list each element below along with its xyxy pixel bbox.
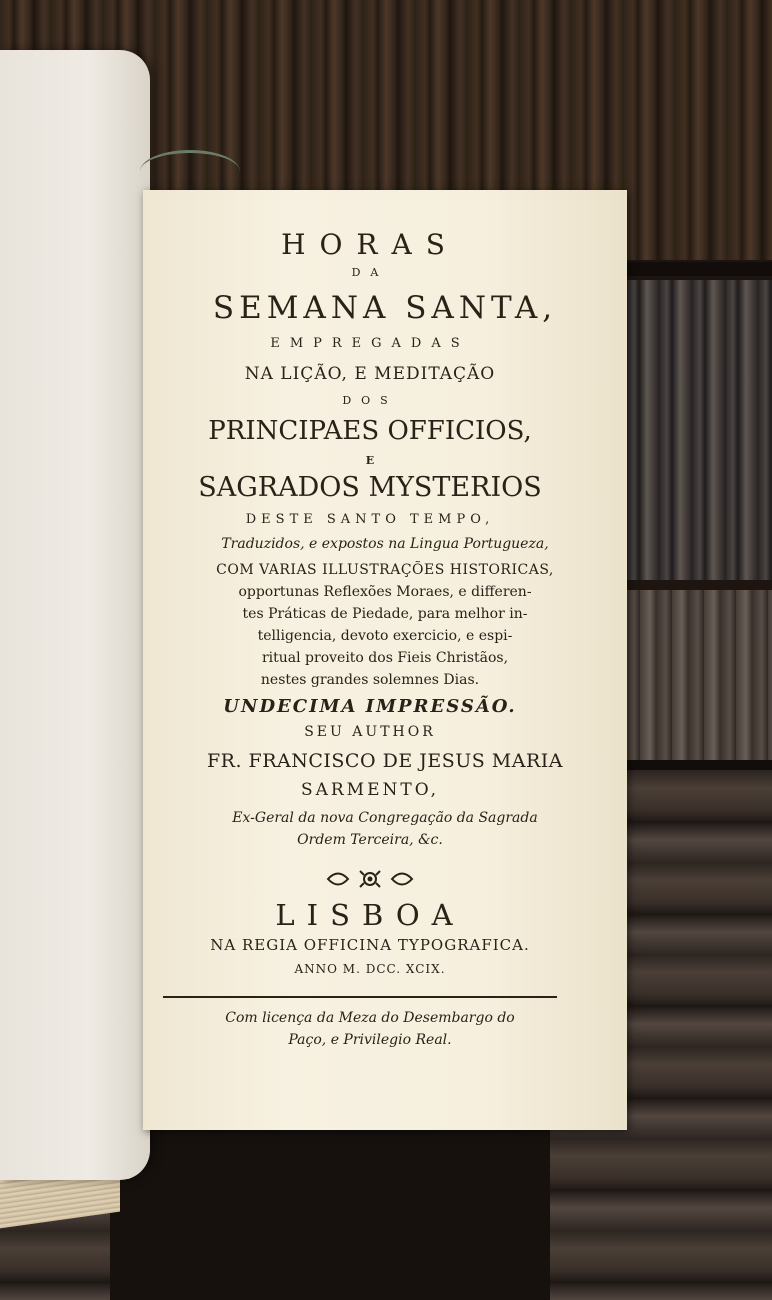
title-page bbox=[143, 190, 627, 1130]
title-da: DA bbox=[351, 266, 389, 279]
horizontal-rule bbox=[163, 996, 557, 998]
author-title-line2: Ordem Terceira, &c. bbox=[297, 832, 443, 848]
description-traduzidos: Traduzidos, e expostos na Lingua Portugueza, bbox=[221, 536, 549, 552]
author-title-line1: Ex-Geral da nova Congregação da Sagrada bbox=[232, 810, 538, 826]
description-opportunas: opportunas Reflexões Moraes, e differen- bbox=[238, 584, 532, 600]
seu-author-label: SEU AUTHOR bbox=[304, 724, 436, 740]
description-nestes: nestes grandes solemnes Dias. bbox=[260, 672, 480, 688]
description-telligencia: telligencia, devoto exercicio, e espi- bbox=[257, 628, 513, 644]
subtitle-deste-santo-tempo: DESTE SANTO TEMPO, bbox=[245, 512, 495, 527]
description-com-varias: COM VARIAS ILLUSTRAÇÕES HISTORICAS, bbox=[216, 562, 554, 578]
title-horas: HORAS bbox=[281, 228, 459, 261]
subtitle-principaes-officios: PRINCIPAES OFFICIOS, bbox=[208, 416, 532, 446]
author-name: FR. FRANCISCO DE JESUS MARIA bbox=[206, 750, 564, 772]
subtitle-sagrados-mysterios: SAGRADOS MYSTERIOS bbox=[198, 472, 542, 503]
imprint-city: LISBOA bbox=[275, 898, 465, 932]
subtitle-dos: DOS bbox=[342, 394, 398, 407]
subtitle-e: E bbox=[365, 454, 375, 467]
edition-undecima-impressao: UNDECIMA IMPRESSÃO. bbox=[223, 696, 517, 717]
ribbon-bookmark bbox=[140, 150, 240, 193]
imprint-printer: NA REGIA OFFICINA TYPOGRAFICA. bbox=[210, 936, 530, 954]
author-surname: SARMENTO, bbox=[300, 780, 440, 800]
license-line2: Paço, e Privilegio Real. bbox=[288, 1032, 452, 1048]
description-ritual: ritual proveito dos Fieis Christãos, bbox=[261, 650, 509, 666]
book-cover-shadow bbox=[110, 1110, 550, 1300]
left-blank-page bbox=[0, 50, 150, 1180]
title-semana-santa: SEMANA SANTA, bbox=[212, 290, 558, 326]
subtitle-licao: NA LIÇÃO, E MEDITAÇÃO bbox=[244, 364, 496, 384]
subtitle-empregadas: EMPREGADAS bbox=[270, 336, 470, 351]
description-praticas: tes Práticas de Piedade, para melhor in- bbox=[242, 606, 528, 622]
imprint-year: ANNO M. DCC. XCIX. bbox=[294, 962, 446, 976]
printer-ornament bbox=[143, 866, 627, 896]
license-line1: Com licença da Meza do Desembargo do bbox=[225, 1010, 515, 1026]
